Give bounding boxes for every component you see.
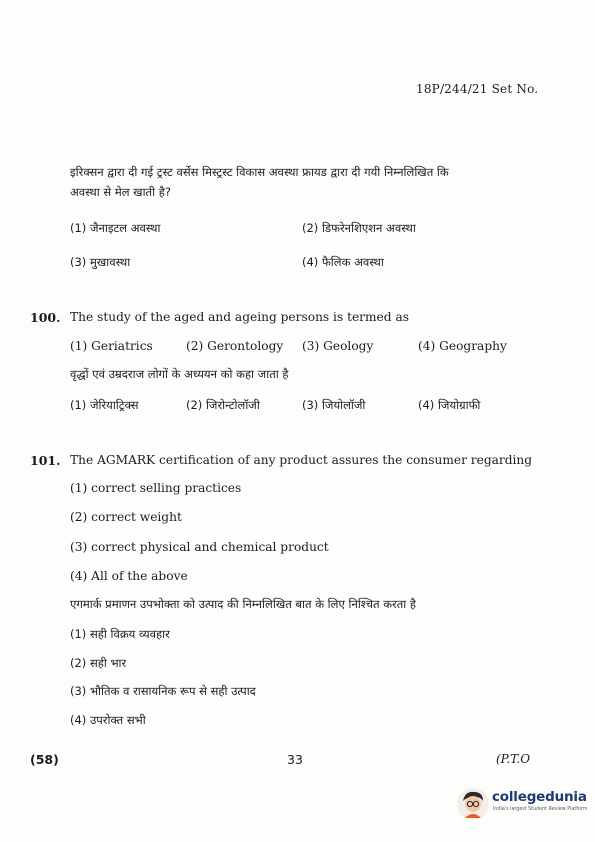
- paper-code: (58): [30, 752, 59, 767]
- q99-text-line2: अवस्था से मेल खाती है?: [70, 185, 171, 199]
- pto-note: (P.T.O: [496, 752, 531, 766]
- q99-option-2: (2) डिफरेनशिएशन अवस्था: [302, 221, 416, 235]
- collegedunia-watermark: [456, 787, 588, 825]
- q100-text-hi: वृद्धों एवं उम्रदराज लोगों के अध्ययन को कहा जाता है: [70, 367, 289, 381]
- q100-option-hi-3: (3) जियोलॉजी: [302, 398, 366, 412]
- q99-text-line1: इरिक्सन द्वारा दी गई ट्रस्ट वर्सेस मिस्ट्रस्ट विकास अवस्था फ्रायड द्वारा दी गयी निम्नलिखित कि: [70, 165, 449, 179]
- q101-option-hi-1: (1) सही विक्रय व्यवहार: [70, 627, 170, 641]
- q100-option-en-2: (2) Gerontology: [186, 339, 284, 353]
- watermark-tagline: India's largest Student Review Platform: [493, 807, 588, 812]
- q101-option-hi-3: (3) भौतिक व रासायनिक रूप से सही उत्पाद: [70, 684, 256, 698]
- q100-number: 100.: [30, 310, 61, 325]
- q100-option-hi-4: (4) जियोग्राफी: [418, 398, 481, 412]
- q100-text-en: The study of the aged and ageing persons is termed as: [70, 310, 409, 324]
- q101-option-en-1: (1) correct selling practices: [70, 481, 242, 495]
- q100-option-en-4: (4) Geography: [418, 339, 507, 353]
- q99-option-1: (1) जैनाइटल अवस्था: [70, 221, 161, 235]
- q100-option-en-3: (3) Geology: [302, 339, 374, 353]
- q101-text-hi: एगमार्क प्रमाणन उपभोक्ता को उत्पाद की निम्नलिखित बात के लिए निश्चित करता है: [70, 597, 417, 611]
- student-avatar-icon: [456, 787, 490, 821]
- q100-option-en-1: (1) Geriatrics: [70, 339, 153, 353]
- watermark-brand-name: collegedunia: [492, 789, 587, 805]
- q101-option-hi-4: (4) उपरोक्त सभी: [70, 713, 146, 727]
- q100-option-hi-2: (2) जिरोन्टोलॉजी: [186, 398, 260, 412]
- q101-text-en: The AGMARK certification of any product assures the consumer regarding: [70, 453, 533, 467]
- q100-option-hi-1: (1) जेरियाट्रिक्स: [70, 398, 139, 412]
- q99-option-3: (3) मुखावस्था: [70, 255, 131, 269]
- q99-option-4: (4) फैलिक अवस्था: [302, 255, 384, 269]
- q101-option-en-2: (2) correct weight: [70, 510, 182, 524]
- page-number: 33: [287, 752, 303, 767]
- set-number-header: 18P/244/21 Set No.: [416, 82, 539, 96]
- q101-option-en-3: (3) correct physical and chemical product: [70, 540, 329, 554]
- q101-number: 101.: [30, 453, 61, 468]
- q101-option-en-4: (4) All of the above: [70, 569, 188, 583]
- q101-option-hi-2: (2) सही भार: [70, 656, 127, 670]
